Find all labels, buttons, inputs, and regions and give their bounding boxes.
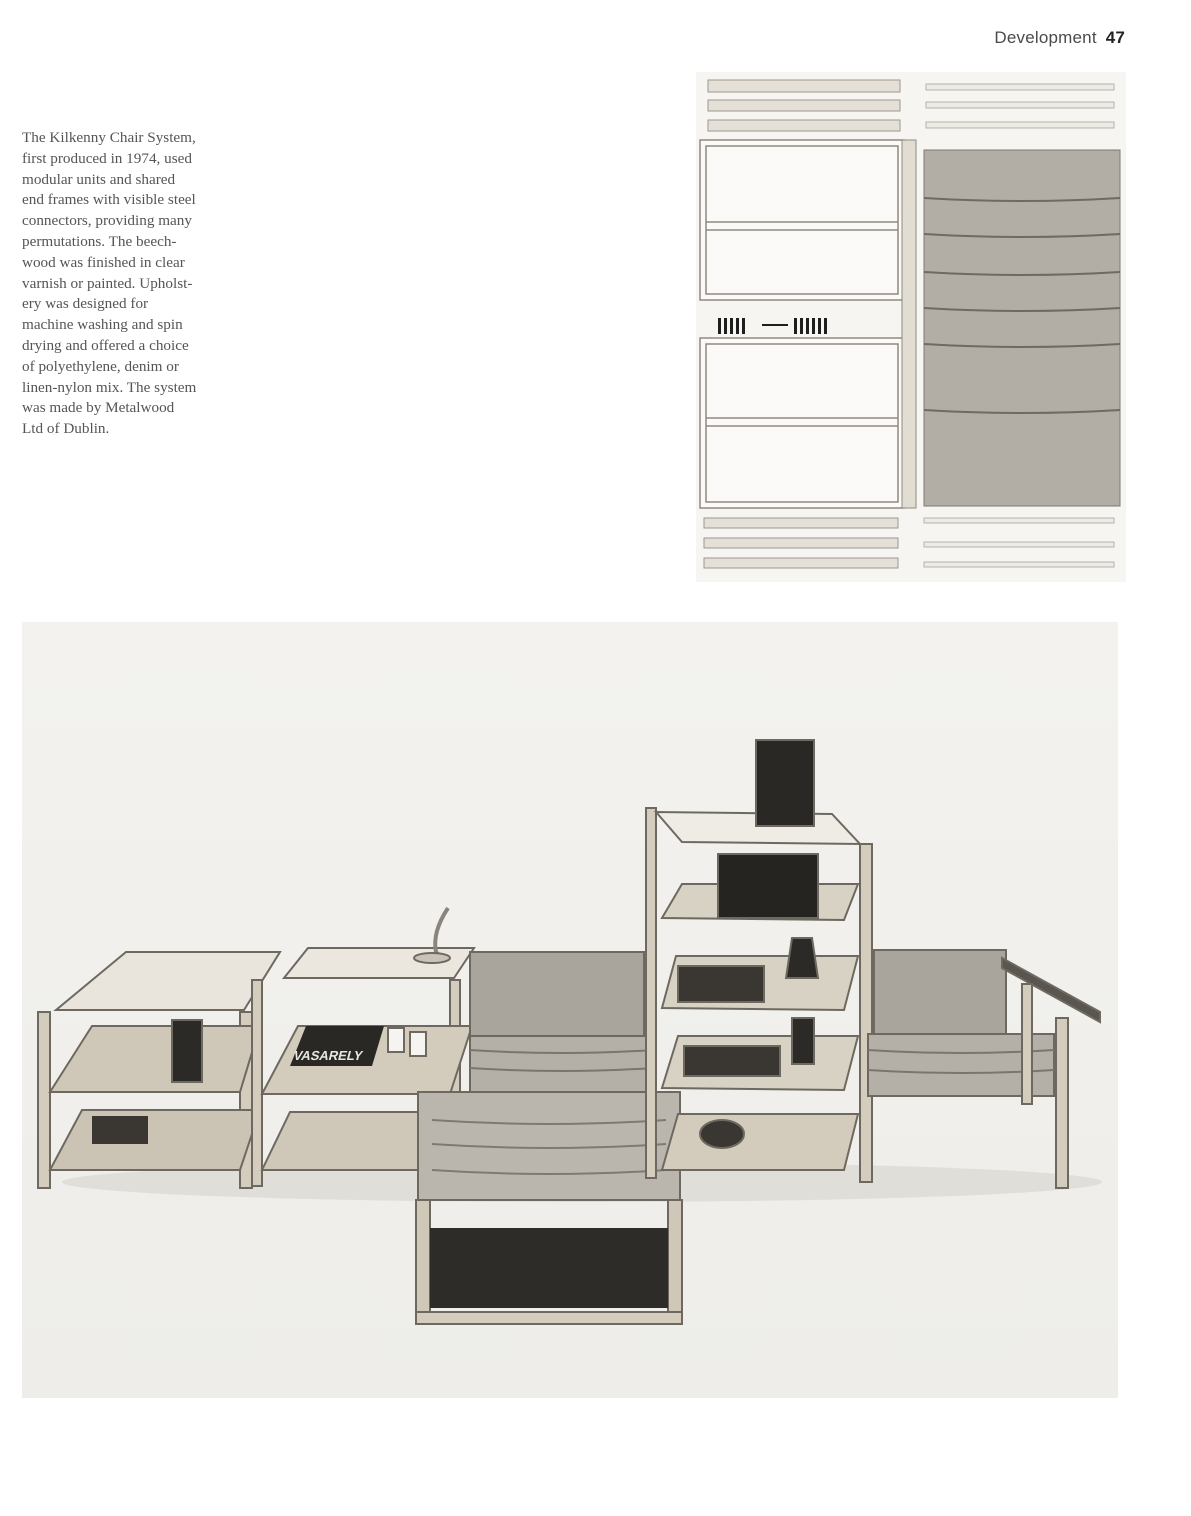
loose-slats-bottom-left [704,518,898,568]
running-head [994,28,1125,48]
assembled-system-photo [22,622,1118,1398]
page-number: 47 [1105,28,1125,47]
upholstery-cushion [924,150,1120,506]
end-frame-upper [700,140,904,300]
section-title: Development [994,28,1097,47]
photo-caption: The Kilkenny Chair System, first produced in 1974, used modular units and shared end frames with visible steel connectors, providing many permutations. The beech- wood was finished in clear varnish or painted. Upholst- ery was designed for machine washing and spin drying and offered a choice of polyethylene, denim or linen-nylon mix. The system was made by Metalwood Ltd of Dublin. [22,129,197,438]
components-photo [696,72,1126,582]
loose-slats-top-left [708,80,900,131]
end-frame-lower [700,338,904,508]
vasarely-book [290,1026,384,1066]
armless-seat-unit [470,952,654,1096]
book-spine-label: VASARELY [292,1048,365,1063]
